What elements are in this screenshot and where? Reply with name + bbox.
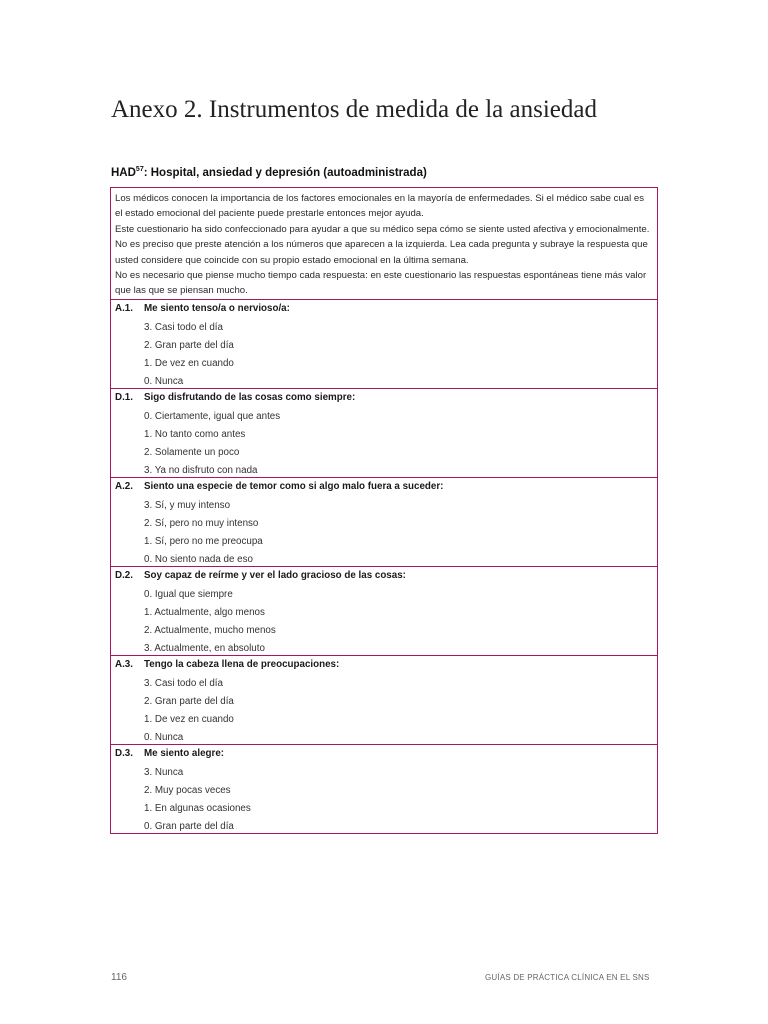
instructions-paragraph: Este cuestionario ha sido confeccionado para ayudar a que su médico sepa cómo se siente usted afectiva y emocionalmente. No es preciso que preste atención a los números que aparecen a la izquierda. Lea cada pregunta y subraye la respuesta que usted considere que coincide con su propio estado emocional en la última semana. xyxy=(115,223,650,266)
answer-option[interactable]: 3. Casi todo el día xyxy=(144,678,223,689)
answer-option[interactable]: 2. Solamente un poco xyxy=(144,447,240,458)
answer-option[interactable]: 2. Sí, pero no muy intenso xyxy=(144,518,259,529)
question-code: D.3. xyxy=(115,748,133,759)
question-text: Soy capaz de reírme y ver el lado gracioso de las cosas: xyxy=(144,570,406,581)
question-d2 xyxy=(111,567,657,656)
page-number: 116 xyxy=(111,972,127,983)
question-code: A.1. xyxy=(115,303,133,314)
answer-option[interactable]: 2. Gran parte del día xyxy=(144,340,234,351)
question-a3 xyxy=(111,656,657,745)
question-a1 xyxy=(111,300,657,389)
answer-option[interactable]: 1. Sí, pero no me preocupa xyxy=(144,536,263,547)
answer-option[interactable]: 1. Actualmente, algo menos xyxy=(144,607,265,618)
instructions-paragraph: Los médicos conocen la importancia de los factores emocionales en la mayoría de enfermedades. Si el médico sabe cual es el estado emocional del paciente puede prestarle entonces mejor ayuda. xyxy=(115,193,645,220)
answer-option[interactable]: 2. Actualmente, mucho menos xyxy=(144,625,276,636)
question-code: A.2. xyxy=(115,481,133,492)
answer-option[interactable]: 0. Nunca xyxy=(144,376,184,387)
answer-options xyxy=(144,588,276,660)
reference-superscript: 57 xyxy=(135,166,144,173)
answer-option[interactable]: 0. Gran parte del día xyxy=(144,821,234,832)
answer-option[interactable]: 3. Casi todo el día xyxy=(144,322,223,333)
answer-option[interactable]: 3. Actualmente, en absoluto xyxy=(144,643,265,654)
answer-option[interactable]: 2. Muy pocas veces xyxy=(144,785,231,796)
answer-option[interactable]: 3. Nunca xyxy=(144,767,184,778)
instructions-block xyxy=(111,188,657,300)
question-a2 xyxy=(111,478,657,567)
answer-option[interactable]: 3. Ya no disfruto con nada xyxy=(144,465,258,476)
question-code: A.3. xyxy=(115,659,133,670)
answer-option[interactable]: 1. De vez en cuando xyxy=(144,714,234,725)
question-text: Sigo disfrutando de las cosas como siempre: xyxy=(144,392,356,403)
question-code: D.1. xyxy=(115,392,133,403)
answer-options xyxy=(144,499,263,571)
answer-options xyxy=(144,321,234,393)
question-d1 xyxy=(111,389,657,478)
question-text: Me siento tenso/a o nervioso/a: xyxy=(144,303,290,314)
answer-option[interactable]: 2. Gran parte del día xyxy=(144,696,234,707)
answer-option[interactable]: 1. No tanto como antes xyxy=(144,429,246,440)
answer-option[interactable]: 1. En algunas ocasiones xyxy=(144,803,251,814)
answer-option[interactable]: 0. No siento nada de eso xyxy=(144,554,253,565)
question-d3 xyxy=(111,745,657,833)
answer-options xyxy=(144,766,251,838)
question-text: Me siento alegre: xyxy=(144,748,225,759)
subtitle-text: : Hospital, ansiedad y depresión (autoadministrada) xyxy=(143,167,427,179)
question-text: Tengo la cabeza llena de preocupaciones: xyxy=(144,659,340,670)
answer-option[interactable]: 0. Igual que siempre xyxy=(144,589,233,600)
page-title: Anexo 2. Instrumentos de medida de la ansiedad xyxy=(111,96,597,123)
answer-option[interactable]: 1. De vez en cuando xyxy=(144,358,234,369)
answer-option[interactable]: 3. Sí, y muy intenso xyxy=(144,500,231,511)
publication-title: GUÍAS DE PRÁCTICA CLÍNICA EN EL SNS xyxy=(485,973,650,982)
answer-option[interactable]: 0. Nunca xyxy=(144,732,184,743)
subtitle-prefix: HAD xyxy=(111,167,136,179)
answer-options xyxy=(144,410,280,482)
section-subtitle xyxy=(111,166,427,179)
instructions-paragraph: No es necesario que piense mucho tiempo cada respuesta: en este cuestionario las respuestas espontáneas tiene más valor que las que se piensan mucho. xyxy=(115,270,647,297)
question-text: Siento una especie de temor como si algo malo fuera a suceder: xyxy=(144,481,444,492)
question-code: D.2. xyxy=(115,570,133,581)
answer-option[interactable]: 0. Ciertamente, igual que antes xyxy=(144,411,281,422)
answer-options xyxy=(144,677,234,749)
questionnaire-table xyxy=(110,187,658,834)
